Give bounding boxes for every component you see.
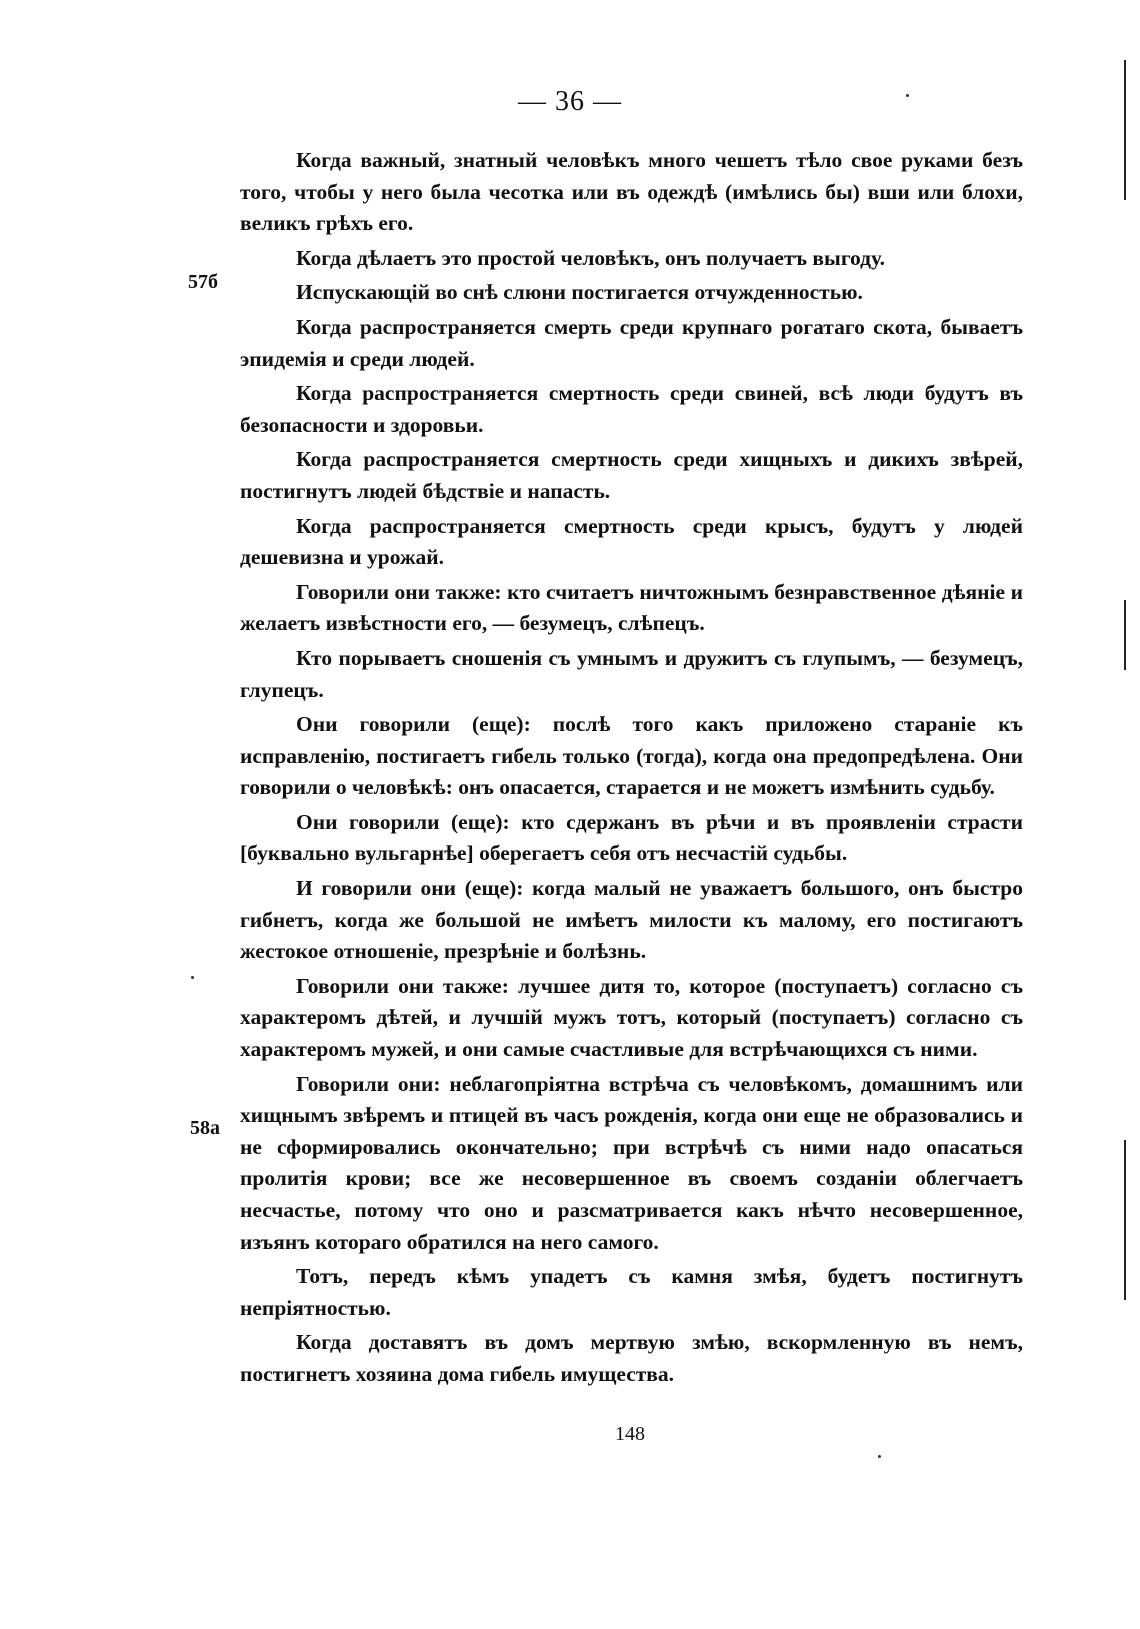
paragraph: Говорили они также: кто считаетъ ничтожнымъ безнравственное дѣяніе и желаетъ извѣстности его, — безумецъ, слѣпецъ. [240,579,1023,636]
sheet-number: 148 [615,1423,645,1445]
paragraph: Испускающій во снѣ слюни постигается отчужденностью. [296,280,863,305]
paragraph: Говорили они также: лучшее дитя то, которое (поступаетъ) согласно съ характеромъ дѣтей, и лучшій мужъ тотъ, который (поступаетъ) согласно съ характеромъ мужей, и они самые счастливые для встрѣчающихся съ ними. [240,973,1023,1062]
paragraph: Говорили они: неблагопріятна встрѣча съ человѣкомъ, домашнимъ или хищнымъ звѣремъ и птицей въ часъ рожденія, когда они еще не образовались и не сформировались окончательно; при встрѣчѣ съ ними надо опасаться пролитія крови; все же несовершенное въ своемъ созданіи облегчаетъ несчастье, потому что оно и разсматривается какъ нѣчто несовершенное, изъянъ котораго обратился на него самого. [240,1071,1023,1254]
paragraph: Когда распространяется смерть среди крупнаго рогатаго скота, бываетъ эпидемія и среди людей. [240,314,1023,371]
binding-edge-mark [1124,1140,1126,1300]
binding-edge-mark [1124,600,1126,670]
page-number: — 36 — [518,86,622,117]
paragraph: И говорили они (еще): когда малый не уважаетъ большого, онъ быстро гибнетъ, когда же большой не имѣетъ милости къ малому, его постигаютъ жестокое отношеніе, презрѣніе и болѣзнь. [240,876,1023,964]
print-speck [878,1455,881,1458]
paragraph: Когда распространяется смертность среди крысъ, будутъ у людей дешевизна и урожай. [240,513,1023,570]
paragraph: Они говорили (еще): кто сдержанъ въ рѣчи и въ проявленіи страсти [буквально вульгарнѣе] оберегаетъ себя отъ несчастій судьбы. [240,809,1023,866]
paragraph: Когда важный, знатный человѣкъ много чешетъ тѣло свое руками безъ того, чтобы у него была чесотка или въ одеждѣ (имѣлись бы) вши или блохи, великъ грѣхъ его. [240,148,1023,236]
print-speck [191,976,194,979]
paragraph: Когда доставятъ въ домъ мертвую змѣю, вскормленную въ немъ, постигнетъ хозяина дома гибель имущества. [240,1330,1023,1386]
paragraph: Когда распространяется смертность среди хищныхъ и дикихъ звѣрей, постигнутъ людей бѣдствіе и напасть. [240,447,1023,503]
body-text [240,145,1023,1394]
binding-edge-mark [1124,60,1126,200]
margin-note-58a: 58a [190,1117,220,1139]
paragraph: Кто порываетъ сношенія съ умнымъ и дружитъ съ глупымъ, — безумецъ, глупецъ. [240,645,1023,702]
print-speck [906,94,909,97]
paragraph: Тотъ, передъ кѣмъ упадетъ съ камня змѣя, будетъ постигнутъ непріятностью. [240,1264,1023,1320]
paragraph: Когда распространяется смертность среди свиней, всѣ люди будутъ въ безопасности и здоровьи. [240,381,1023,437]
paragraph: Когда дѣлаетъ это простой человѣкъ, онъ получаетъ выгоду. [296,245,886,270]
margin-note-57b: 57б [188,271,218,293]
paragraph: Они говорили (еще): послѣ того какъ приложено стараніе къ исправленію, постигаетъ гибель только (тогда), когда она предопредѣлена. Они говорили о человѣкѣ: онъ опасается, старается и не можетъ измѣнить судьбу. [240,712,1023,800]
